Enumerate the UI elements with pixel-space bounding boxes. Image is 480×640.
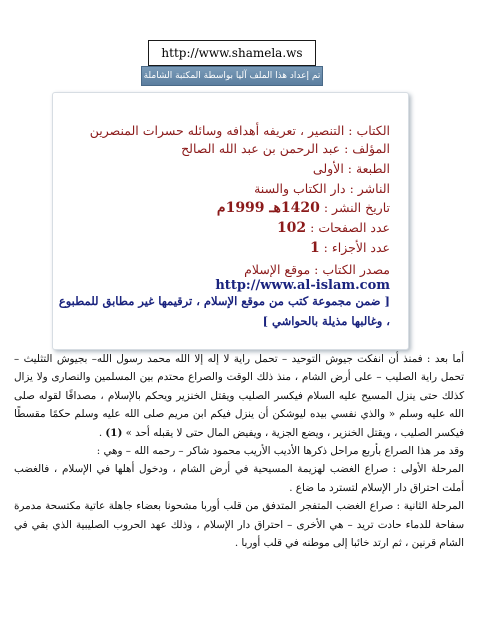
page-count-label: عدد الصفحات : [310, 220, 390, 235]
book-source: مصدر الكتاب : موقع الإسلام [244, 262, 390, 277]
paragraph-1: أما بعد : فمنذ أن انفكت جيوش التوحيد – تحمل راية لا إله إلا الله محمد رسول الله– بجيوش التثليث – تحمل راية الصليب – على أرض الشام ، منذ ذلك الوقت والصراع محتدم بين المسلمين والنصارى ولا يزال كذلك حتى ينزل المسيح عليه السلام فيكسر الصليب ويقتل الخنزير ويحكم بالإسلام ، مصداقًا لقوله صلى الله عليه وسلم « والذي نفسي بيده ليوشكن أن ينزل فيكم ابن مريم صلى الله عليه وسلم حكمًا مقسطًا فيكسر الصليب ، ويقتل الخنزير ، ويضع الجزية ، ويفيض المال حتى لا يقبله أحد » (1) . [14, 353, 464, 439]
publish-date [68, 200, 390, 216]
source-link[interactable]: http://www.al-islam.com [215, 278, 390, 293]
paragraph-4: المرحلة الثانية : صراع الغضب المتفجر المتدفق من قلب أوربا مشحونا بعضاء جاهلة عاتية مكتسحة مدمرة سفاحة للدماء حادت تريد – هي الأخرى – احتراق دار الإسلام ، وذلك عهد الحروب الصليبية الذي بقي في الشام قرنين ، ثم ارتد خائبا إلى موطنه في قلب أوربا . [14, 500, 464, 550]
paragraph-2: وقد مر هذا الصراع بأربع مراحل ذكرها الأديب الأريب محمود شاكر – رحمه الله – وهي : [96, 445, 464, 458]
page-count [68, 220, 390, 236]
part-count-label: عدد الأجزاء : [323, 240, 390, 255]
generated-banner: تم إعداد هذا الملف آليا بواسطة المكتبة الشاملة [141, 66, 323, 86]
intro-text [14, 350, 464, 552]
paragraph-3: المرحلة الأولى : صراع الغضب لهزيمة المسيحية في أرض الشام ، ودخول أهلها في الإسلام ، فالغضب أملت احتراق دار الإسلام لتسترد ما ضاع . [14, 463, 464, 494]
book-metadata [58, 109, 390, 328]
site-url-box: http://www.shamela.ws [148, 40, 316, 66]
book-author: المؤلف : عبد الرحمن بن عبد الله الصالح [181, 141, 390, 156]
book-publisher: الناشر : دار الكتاب والسنة [254, 181, 390, 196]
publish-date-label: تاريخ النشر : [323, 200, 390, 215]
part-count-value: 1 [309, 240, 320, 256]
book-edition: الطبعة : الأولى [312, 161, 390, 176]
note-line-2: ، وغالبها مذيلة بالحواشي ] [262, 314, 390, 328]
part-count [68, 240, 390, 256]
footnote-ref: (1) [105, 426, 123, 439]
paragraph-1-text: أما بعد : فمنذ أن انفكت جيوش التوحيد – تحمل راية لا إله إلا الله محمد رسول الله– بجيوش التثليث – تحمل راية الصليب – على أرض الشام ، منذ ذلك الوقت والصراع محتدم بين المسلمين والنصارى ولا يزال كذلك حتى ينزل المسيح عليه السلام فيكسر الصليب ويقتل الخنزير ويحكم بالإسلام ، مصداقًا لقوله صلى الله عليه وسلم « والذي نفسي بيده ليوشكن أن ينزل فيكم ابن مريم صلى الله عليه وسلم حكمًا مقسطًا فيكسر الصليب ، ويقتل الخنزير ، ويضع الجزية ، ويفيض المال حتى لا يقبله أحد » [14, 353, 464, 439]
note-line-1: [ ضمن مجموعة كتب من موقع الإسلام ، ترقيمها غير مطابق للمطبوع [58, 294, 390, 308]
book-info-card [52, 92, 409, 350]
publish-date-value: 1420هـ 1999م [216, 200, 320, 216]
book-title: الكتاب : التنصير ، تعريفه أهدافه وسائله حسرات المنصرين [89, 123, 390, 138]
page-count-value: 102 [276, 220, 307, 236]
